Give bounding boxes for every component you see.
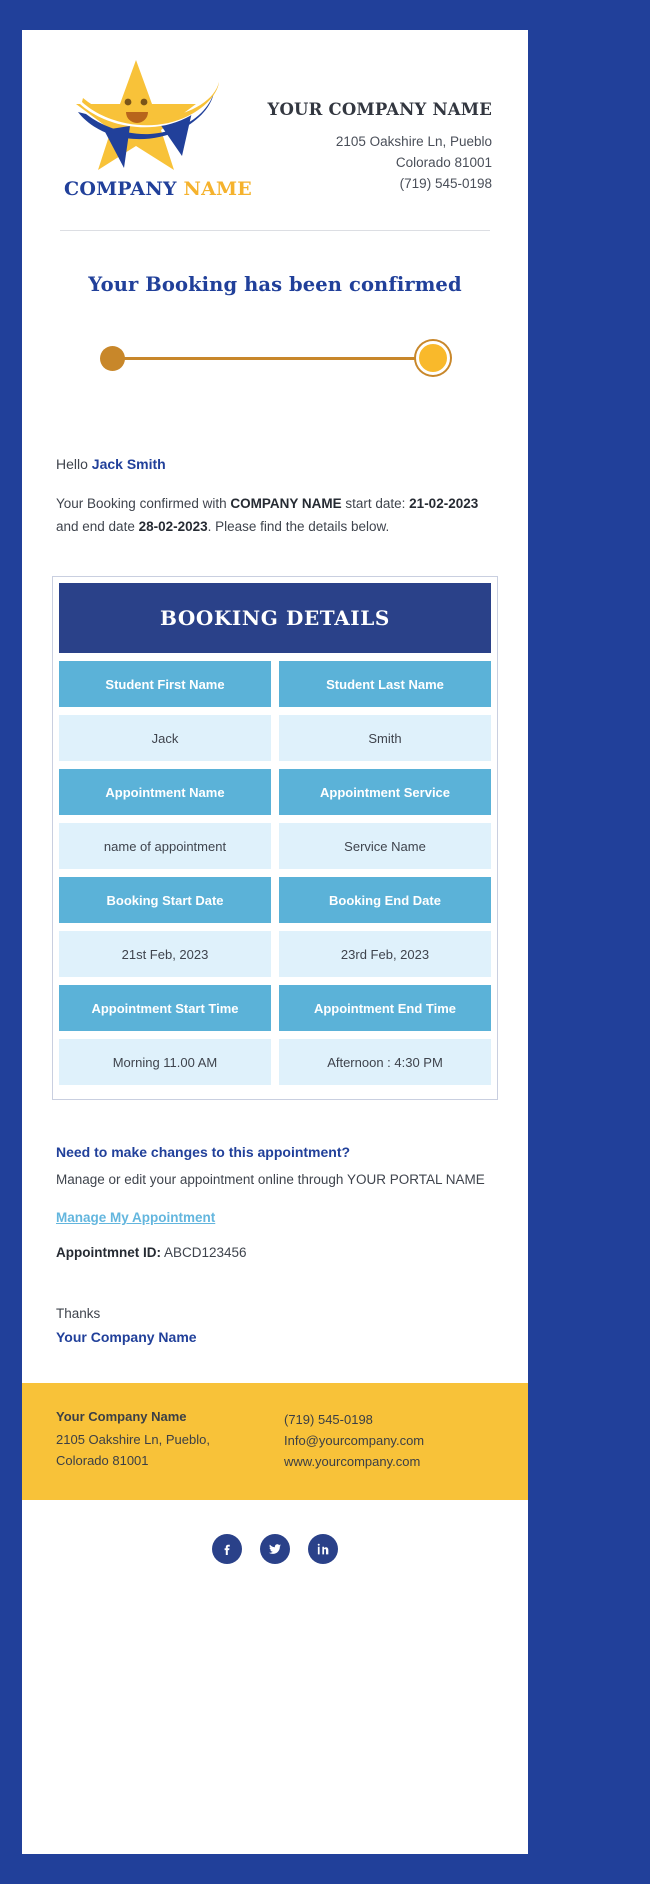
- greeting-section: [22, 378, 528, 538]
- changes-section: [22, 1100, 528, 1345]
- company-name: YOUR COMPANY NAME: [267, 100, 492, 119]
- field-value: Jack: [59, 715, 271, 761]
- booking-details-heading: BOOKING DETAILS: [59, 583, 491, 653]
- footer-address-column: [56, 1409, 266, 1472]
- table-row: [59, 931, 491, 977]
- field-label: Student First Name: [59, 661, 271, 707]
- booking-progress-bar: [100, 338, 450, 378]
- company-address-line-1: 2105 Oakshire Ln, Pueblo: [335, 134, 492, 149]
- intro-start-date: 21-02-2023: [409, 496, 479, 511]
- intro-paragraph: [56, 492, 494, 538]
- email-card: [22, 30, 528, 1854]
- field-value: 23rd Feb, 2023: [279, 931, 491, 977]
- progress-track: [118, 357, 432, 360]
- progress-end-dot: [416, 341, 450, 375]
- email-header: [22, 30, 528, 200]
- footer-email[interactable]: Info@yourcompany.com: [284, 1433, 425, 1448]
- table-row: [59, 823, 491, 869]
- company-phone: (719) 545-0198: [399, 176, 492, 191]
- field-value: Service Name: [279, 823, 491, 869]
- footer-company-name: Your Company Name: [56, 1409, 187, 1424]
- field-value: name of appointment: [59, 823, 271, 869]
- linkedin-icon[interactable]: [308, 1534, 338, 1564]
- signoff-company: Your Company Name: [56, 1329, 197, 1345]
- field-value: Afternoon : 4:30 PM: [279, 1039, 491, 1085]
- booking-details-grid: [59, 661, 491, 1085]
- greeting-prefix: Hello: [56, 456, 92, 472]
- manage-appointment-link[interactable]: Manage My Appointment: [56, 1210, 216, 1225]
- progress-start-dot: [100, 346, 125, 371]
- footer-phone: (719) 545-0198: [284, 1412, 373, 1427]
- intro-end-date: 28-02-2023: [138, 519, 208, 534]
- field-label: Appointment End Time: [279, 985, 491, 1031]
- page-title: Your Booking has been confirmed: [88, 273, 462, 296]
- table-row: [59, 1039, 491, 1085]
- greeting-line: [56, 456, 494, 472]
- brand-wordmark: [64, 178, 267, 200]
- appointment-id-row: [56, 1245, 494, 1260]
- company-address-line-2: Colorado 81001: [395, 155, 492, 170]
- intro-company-name: COMPANY NAME: [230, 496, 342, 511]
- field-label: Appointment Start Time: [59, 985, 271, 1031]
- brand-wordmark-first: COMPANY: [64, 178, 177, 200]
- intro-part-1: Your Booking confirmed with: [56, 496, 231, 511]
- signoff-thanks: Thanks: [56, 1306, 101, 1321]
- booking-details-panel: [52, 576, 498, 1100]
- field-value: Smith: [279, 715, 491, 761]
- field-value: Morning 11.00 AM: [59, 1039, 271, 1085]
- changes-description: Manage or edit your appointment online through YOUR PORTAL NAME: [56, 1172, 485, 1187]
- brand-block: [52, 52, 267, 200]
- footer-address-line-1: 2105 Oakshire Ln, Pueblo,: [56, 1432, 210, 1447]
- twitter-icon[interactable]: [260, 1534, 290, 1564]
- appointment-id-label: Appointmnet ID:: [56, 1245, 161, 1260]
- signoff-block: [56, 1306, 494, 1345]
- table-row: [59, 715, 491, 761]
- field-value: 21st Feb, 2023: [59, 931, 271, 977]
- table-row: [59, 877, 491, 923]
- facebook-icon[interactable]: [212, 1534, 242, 1564]
- field-label: Student Last Name: [279, 661, 491, 707]
- footer-address-line-2: Colorado 81001: [56, 1453, 149, 1468]
- intro-part-2: start date:: [341, 496, 410, 511]
- company-contact-block: [267, 52, 498, 194]
- field-label: Booking Start Date: [59, 877, 271, 923]
- field-label: Appointment Name: [59, 769, 271, 815]
- intro-part-3: and end date: [56, 519, 139, 534]
- appointment-id-value: ABCD123456: [164, 1245, 247, 1260]
- table-row: [59, 769, 491, 815]
- header-divider: [60, 230, 490, 231]
- footer-bar: [22, 1383, 528, 1500]
- field-label: Booking End Date: [279, 877, 491, 923]
- field-label: Appointment Service: [279, 769, 491, 815]
- customer-name: Jack Smith: [91, 456, 166, 472]
- footer-website[interactable]: www.yourcompany.com: [284, 1454, 421, 1469]
- brand-wordmark-second: NAME: [183, 178, 252, 200]
- changes-question: Need to make changes to this appointment?: [56, 1144, 351, 1160]
- intro-part-4: . Please find the details below.: [207, 519, 390, 534]
- footer-contact-column: [266, 1409, 494, 1472]
- table-row: [59, 661, 491, 707]
- table-row: [59, 985, 491, 1031]
- smiling-star-logo-icon: [64, 52, 234, 172]
- social-links: [22, 1500, 528, 1602]
